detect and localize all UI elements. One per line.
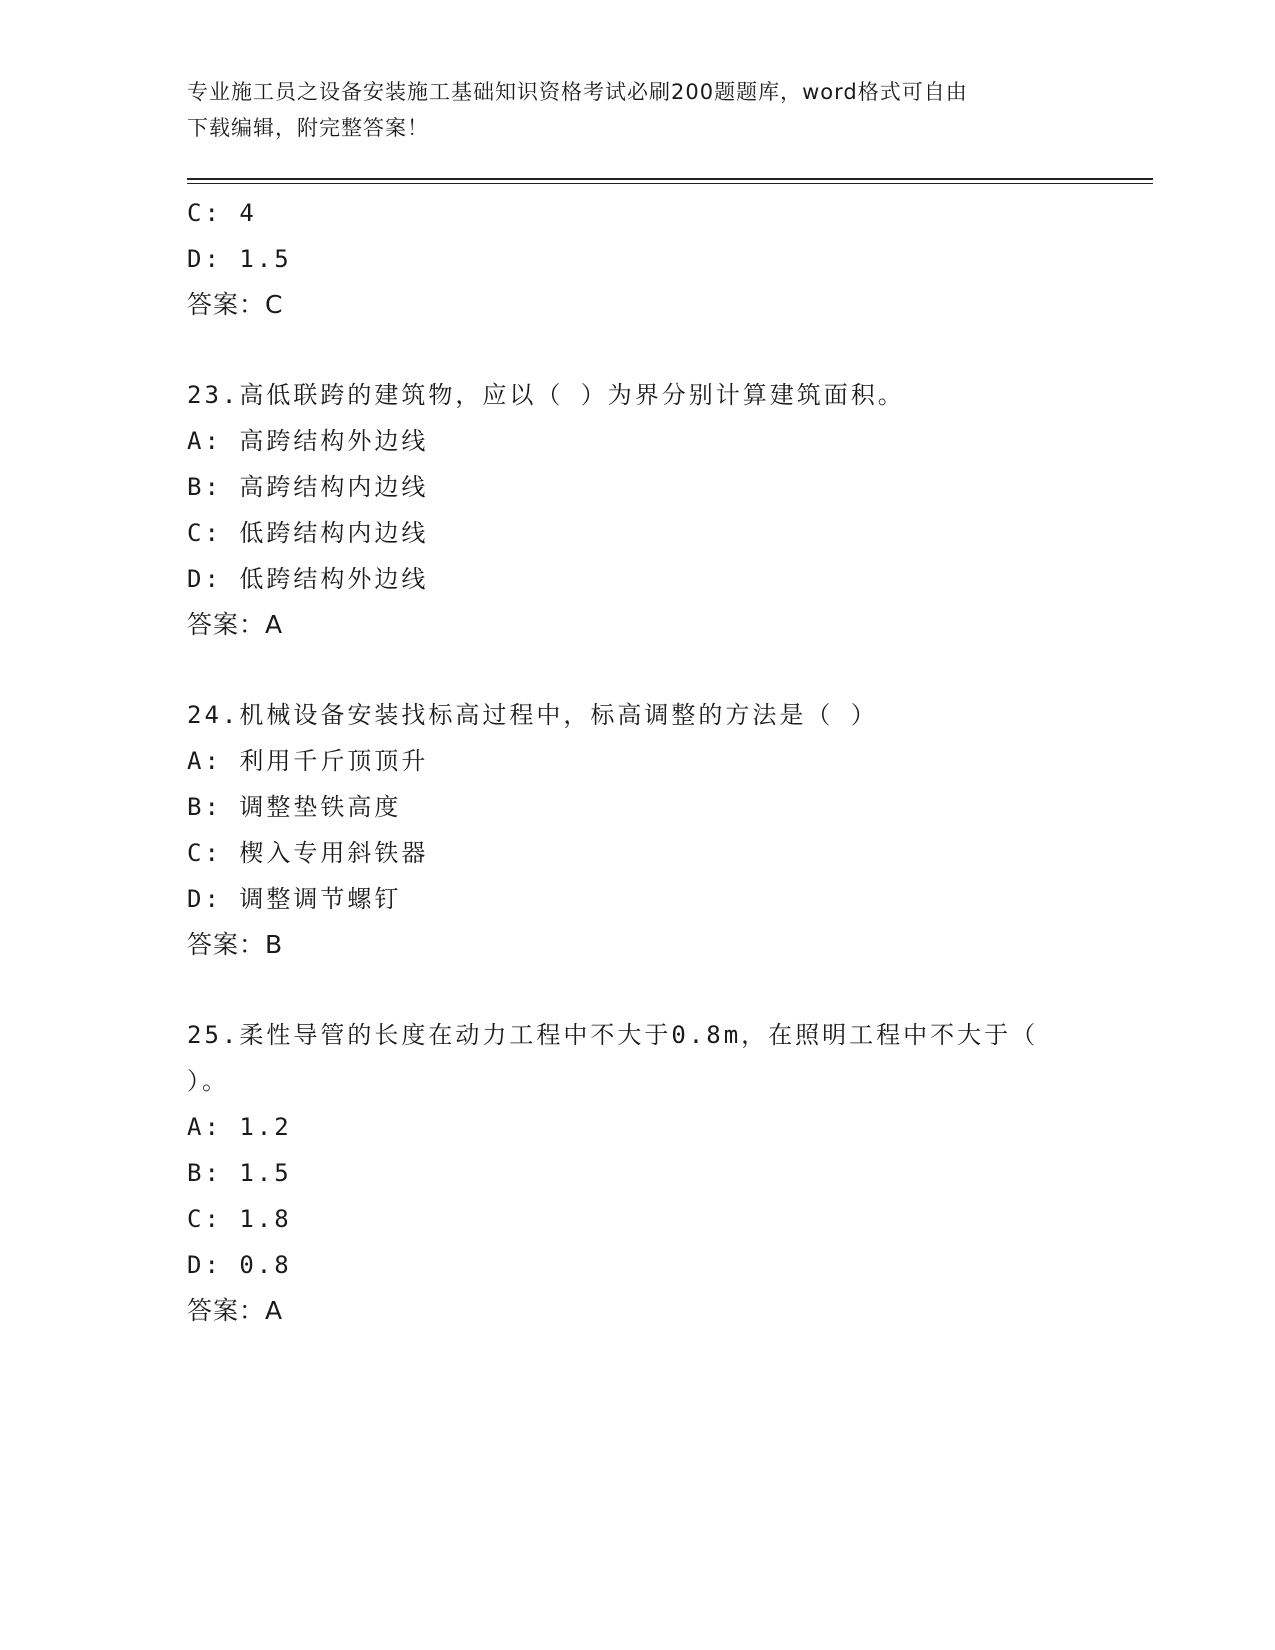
question-23 — [187, 372, 1087, 648]
question-text: 24.机械设备安装找标高过程中，标高调整的方法是（ ） — [187, 701, 878, 729]
option-c: C: 低跨结构内边线 — [187, 519, 429, 547]
document-header — [187, 74, 1087, 146]
option-c: C: 楔入专用斜铁器 — [187, 839, 429, 867]
answer: 答案：A — [187, 610, 284, 639]
option-b: B: 高跨结构内边线 — [187, 473, 429, 501]
header-divider-thin — [187, 183, 1153, 184]
header-line-2: 下载编辑，附完整答案！ — [187, 116, 429, 140]
option-a: A: 高跨结构外边线 — [187, 427, 429, 455]
option-a: A: 1.2 — [187, 1113, 292, 1141]
question-spacer — [187, 968, 1087, 1012]
question-list — [187, 190, 1087, 1334]
answer: 答案：C — [187, 290, 284, 319]
option-a: A: 利用千斤顶顶升 — [187, 747, 429, 775]
option-d: D: 调整调节螺钉 — [187, 885, 402, 913]
option-b: B: 1.5 — [187, 1159, 292, 1187]
option-c: C: 4 — [187, 199, 257, 227]
option-d: D: 低跨结构外边线 — [187, 565, 429, 593]
question-spacer — [187, 328, 1087, 372]
question-text-line-1: 25.柔性导管的长度在动力工程中不大于0.8m，在照明工程中不大于（ — [187, 1021, 1039, 1049]
header-divider-thick — [187, 178, 1153, 180]
option-c: C: 1.8 — [187, 1205, 292, 1233]
option-d: D: 0.8 — [187, 1251, 292, 1279]
question-spacer — [187, 648, 1087, 692]
question-text: 23.高低联跨的建筑物，应以（ ）为界分别计算建筑面积。 — [187, 381, 905, 409]
question-25 — [187, 1012, 1087, 1334]
question-text-line-2: ）。 — [187, 1067, 229, 1095]
answer: 答案：A — [187, 1296, 284, 1325]
question-22-tail — [187, 190, 1087, 328]
answer: 答案：B — [187, 930, 284, 959]
option-b: B: 调整垫铁高度 — [187, 793, 402, 821]
question-24 — [187, 692, 1087, 968]
option-d: D: 1.5 — [187, 245, 292, 273]
header-line-1: 专业施工员之设备安装施工基础知识资格考试必刷200题题库，word格式可自由 — [187, 80, 968, 104]
